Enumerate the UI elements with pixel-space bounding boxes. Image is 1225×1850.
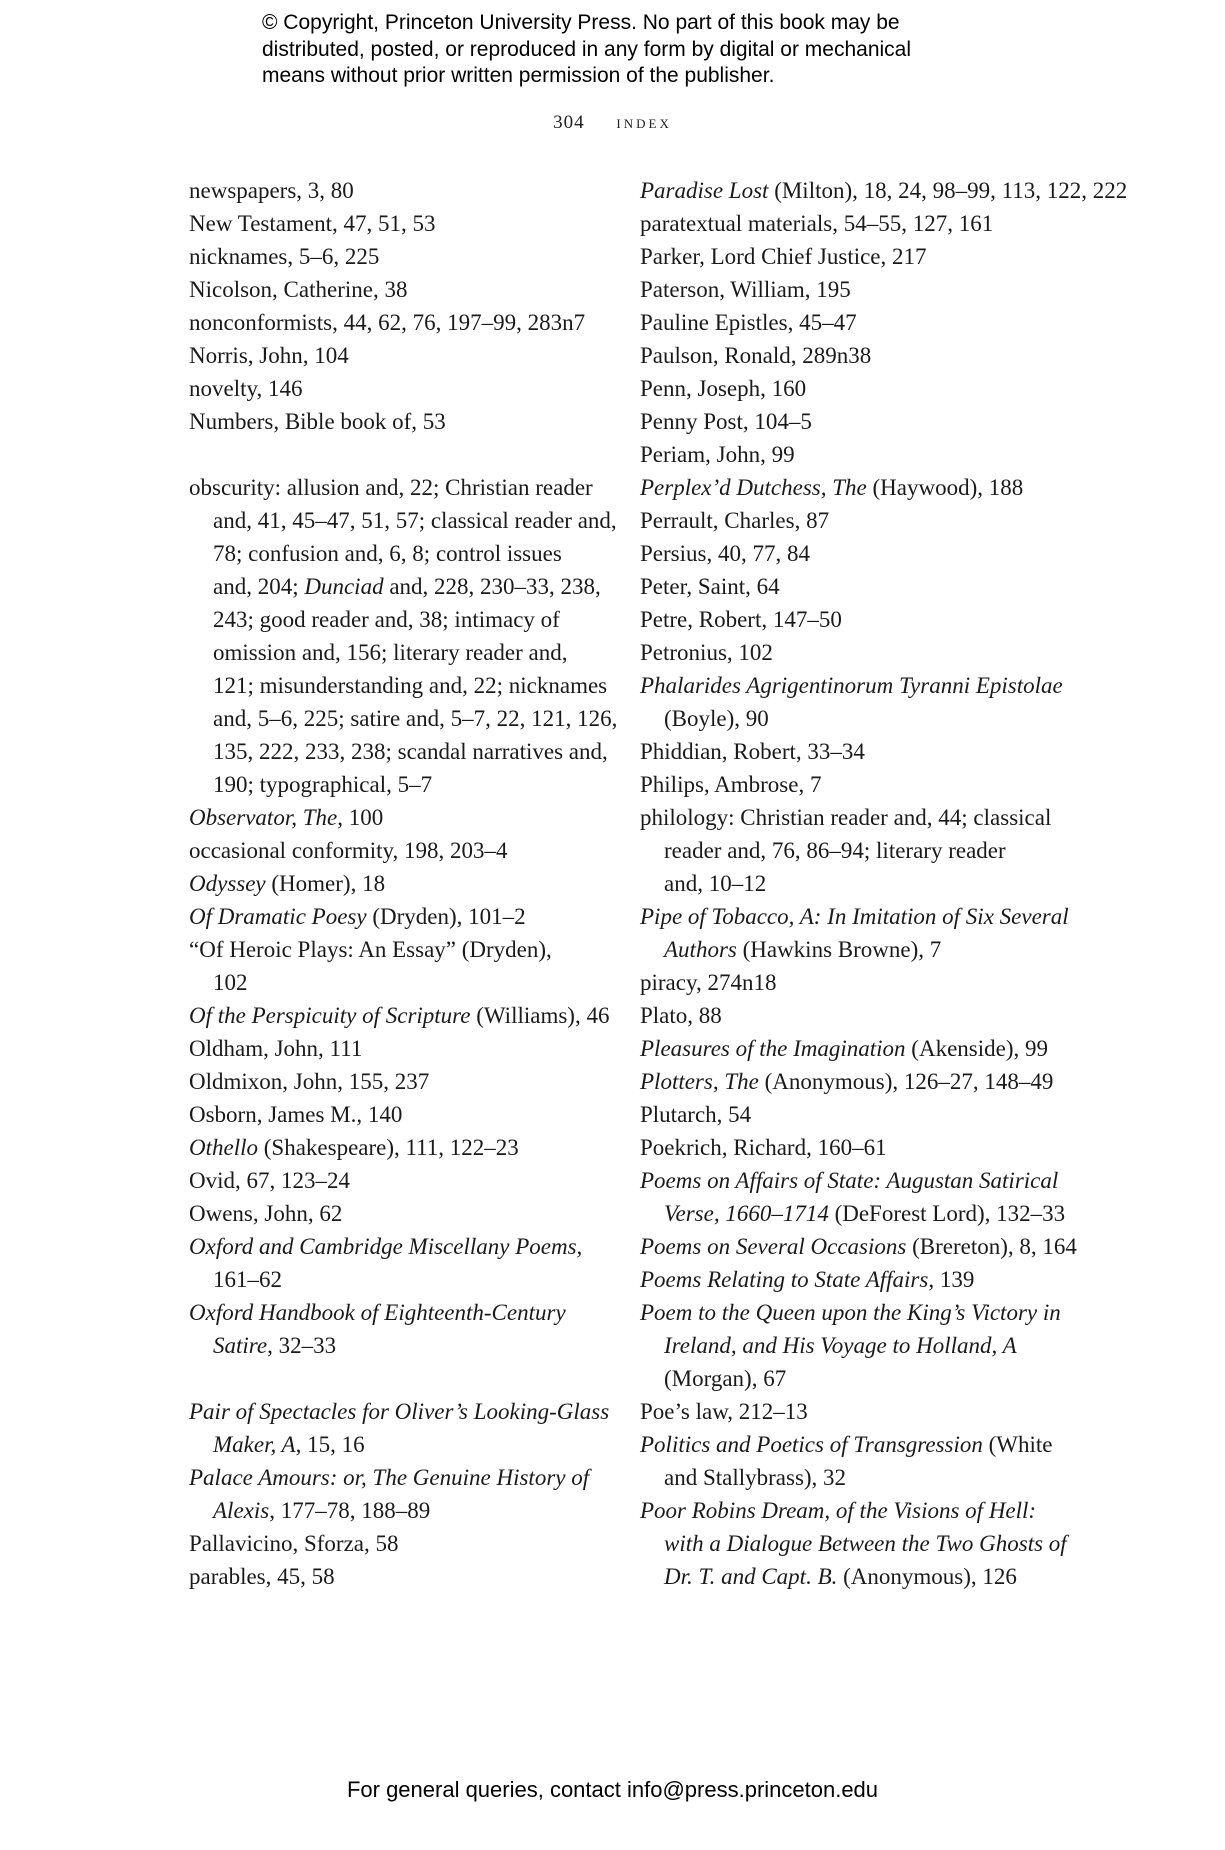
index-entry-continuation: 102 <box>213 970 248 995</box>
index-entry-line: Owens, John, 62 <box>189 1201 343 1226</box>
index-entry-line: Poe’s law, 212–13 <box>640 1399 808 1424</box>
index-entry-continuation: 135, 222, 233, 238; scandal narratives and, <box>213 739 608 764</box>
index-entry-continuation: 121; misunderstanding and, 22; nicknames <box>213 673 608 698</box>
index-entry <box>640 273 1060 306</box>
index-entry-line: Poems on Several Occasions (Brereton), 8, 164 <box>640 1234 1077 1259</box>
italic-title: Authors <box>664 937 737 962</box>
index-entry-continuation: Verse, 1660–1714 (DeForest Lord), 132–33 <box>664 1201 1066 1226</box>
index-entry-line <box>640 1296 1060 1329</box>
index-entry-line: Plutarch, 54 <box>640 1102 752 1127</box>
index-entry-continuation: and, 204; Dunciad and, 228, 230–33, 238, <box>213 574 601 599</box>
footer-contact: For general queries, contact info@press.princeton.edu <box>346 1777 879 1802</box>
italic-title: Oxford and Cambridge Miscellany Poems, <box>189 1234 583 1259</box>
italic-title: Satire <box>213 1333 268 1358</box>
index-entry-line: Petronius, 102 <box>640 640 773 665</box>
italic-title: Alexis <box>213 1498 270 1523</box>
index-entry-line: Politics and Poetics of Transgression (White <box>640 1432 1053 1457</box>
index-entry <box>189 1197 609 1230</box>
index-entry <box>640 240 1060 273</box>
index-entry-line: Plato, 88 <box>640 1003 722 1028</box>
index-entry-line: newspapers, 3, 80 <box>189 178 354 203</box>
index-entry-line: nicknames, 5–6, 225 <box>189 244 380 269</box>
index-entry <box>189 240 609 273</box>
letter-group-gap <box>189 438 609 471</box>
index-entry-line: occasional conformity, 198, 203–4 <box>189 838 508 863</box>
index-entry <box>640 405 1060 438</box>
italic-title: Poems Relating to State Affairs <box>640 1267 929 1292</box>
running-head-title: index <box>616 112 672 133</box>
index-entry <box>189 339 609 372</box>
index-entry-continuation: Authors (Hawkins Browne), 7 <box>664 937 942 962</box>
index-entry <box>640 570 1060 603</box>
index-entry <box>640 438 1060 471</box>
index-entry-line <box>640 669 1063 702</box>
index-entry <box>189 207 609 240</box>
index-entry <box>640 669 1063 735</box>
index-entry-continuation: omission and, 156; literary reader and, <box>213 640 568 665</box>
index-entry <box>189 306 609 339</box>
index-entry-line: obscurity: allusion and, 22; Christian reader <box>189 475 593 500</box>
index-entry <box>189 1230 609 1296</box>
index-entry-line: novelty, 146 <box>189 376 303 401</box>
index-entry-continuation: Dr. T. and Capt. B. (Anonymous), 126 <box>664 1564 1017 1589</box>
index-entry-line: Osborn, James M., 140 <box>189 1102 403 1127</box>
copyright-line: distributed, posted, or reproduced in any form by digital or mechanical <box>262 37 912 61</box>
index-entry-line <box>189 1296 609 1329</box>
italic-title: Ireland, and His Voyage to Holland, A <box>664 1333 1017 1358</box>
index-entry-continuation: 161–62 <box>213 1267 282 1292</box>
italic-title: Pleasures of the Imagination <box>640 1036 906 1061</box>
index-entry-line: Pleasures of the Imagination (Akenside), 99 <box>640 1036 1048 1061</box>
index-entry-line: Paradise Lost (Milton), 18, 24, 98–99, 113, 122, 222 <box>640 178 1128 203</box>
index-column-right <box>640 174 1128 1593</box>
index-entry <box>189 900 609 933</box>
index-entry-line: Persius, 40, 77, 84 <box>640 541 810 566</box>
index-entry <box>189 372 609 405</box>
index-entry <box>640 504 1060 537</box>
index-entry-line: Poems Relating to State Affairs, 139 <box>640 1267 975 1292</box>
index-entry <box>640 900 1069 966</box>
index-entry <box>189 174 609 207</box>
index-entry <box>640 174 1128 207</box>
index-entry <box>640 207 1060 240</box>
index-entry <box>640 1230 1077 1263</box>
index-entry-continuation: and, 41, 45–47, 51, 57; classical reader and, <box>213 508 617 533</box>
index-entry <box>640 1395 1060 1428</box>
index-entry-line: Poekrich, Richard, 160–61 <box>640 1135 887 1160</box>
index-entry-line: Perplex’d Dutchess, The (Haywood), 188 <box>640 475 1024 500</box>
italic-title: Poor Robins Dream, of the Visions of Hell: <box>640 1498 1037 1523</box>
index-entry <box>189 1032 609 1065</box>
index-entry <box>189 1461 609 1527</box>
index-entry <box>640 1164 1066 1230</box>
italic-title: Poems on Affairs of State: Augustan Satirical <box>640 1168 1059 1193</box>
copyright-line: means without prior written permission of the publisher. <box>262 64 775 87</box>
index-entry-line: Of the Perspicuity of Scripture (Williams), 46 <box>189 1003 610 1028</box>
italic-title: Palace Amours: or, The Genuine History of <box>189 1465 590 1490</box>
index-entry <box>640 1296 1060 1395</box>
italic-title: Of the Perspicuity of Scripture <box>189 1003 471 1028</box>
italic-title: Maker, A <box>213 1432 296 1457</box>
italic-title: Paradise Lost <box>640 178 769 203</box>
index-entry-line: Oldmixon, John, 155, 237 <box>189 1069 430 1094</box>
italic-title: Dr. T. and Capt. B. <box>664 1564 838 1589</box>
index-entry <box>189 273 609 306</box>
index-entry-line: “Of Heroic Plays: An Essay” (Dryden), <box>189 937 552 962</box>
index-entry <box>640 1065 1060 1098</box>
copyright-line: © Copyright, Princeton University Press. No part of this book may be <box>262 11 900 34</box>
index-entry-continuation: reader and, 76, 86–94; literary reader <box>664 838 1006 863</box>
italic-title: Politics and Poetics of Transgression <box>640 1432 983 1457</box>
index-column-left <box>189 174 618 1593</box>
index-entry <box>189 1560 609 1593</box>
copyright-notice <box>262 10 1022 90</box>
index-entry-line: Paulson, Ronald, 289n38 <box>640 343 872 368</box>
index-entry-line: Perrault, Charles, 87 <box>640 508 830 533</box>
index-entry <box>189 933 609 999</box>
italic-title: Phalarides Agrigentinorum Tyranni Epistolae <box>640 673 1063 698</box>
index-entry-line: Penny Post, 104–5 <box>640 409 812 434</box>
italic-title: Of Dramatic Poesy <box>189 904 367 929</box>
index-entry-line: Parker, Lord Chief Justice, 217 <box>640 244 927 269</box>
index-entry <box>640 966 1060 999</box>
index-entry-line: Of Dramatic Poesy (Dryden), 101–2 <box>189 904 526 929</box>
index-entry-line: Observator, The, 100 <box>189 805 384 830</box>
index-entry-line: Numbers, Bible book of, 53 <box>189 409 446 434</box>
index-entry-line: Penn, Joseph, 160 <box>640 376 807 401</box>
index-entry-line: Plotters, The (Anonymous), 126–27, 148–49 <box>640 1069 1054 1094</box>
italic-title: Plotters, The <box>640 1069 759 1094</box>
italic-title: Pipe of Tobacco, A: In Imitation of Six Several <box>640 904 1069 929</box>
index-entry <box>189 1527 609 1560</box>
index-entry-continuation: (Boyle), 90 <box>664 706 769 731</box>
index-entry-continuation <box>640 1329 1060 1362</box>
index-entry-line: Petre, Robert, 147–50 <box>640 607 842 632</box>
index-entry-continuation: 243; good reader and, 38; intimacy of <box>213 607 560 632</box>
index-entry-line: nonconformists, 44, 62, 76, 197–99, 283n7 <box>189 310 586 335</box>
italic-title: Poems on Several Occasions <box>640 1234 907 1259</box>
index-entry <box>189 1131 609 1164</box>
index-entry <box>640 306 1060 339</box>
index-entry-line: Philips, Ambrose, 7 <box>640 772 822 797</box>
italic-title: Oxford Handbook of Eighteenth-Century <box>189 1300 566 1325</box>
index-entry <box>640 471 1060 504</box>
index-entry-continuation: 78; confusion and, 6, 8; control issues <box>213 541 562 566</box>
italic-title: Pair of Spectacles for Oliver’s Looking-Glass <box>189 1399 610 1424</box>
index-entry <box>640 339 1060 372</box>
index-entry <box>189 1296 609 1362</box>
index-entry-line <box>189 1395 609 1428</box>
index-entry <box>189 471 618 801</box>
index-entry-continuation: and, 5–6, 225; satire and, 5–7, 22, 121, 126, <box>213 706 618 731</box>
italic-title: Dunciad <box>304 574 384 599</box>
index-entry-continuation: and Stallybrass), 32 <box>664 1465 847 1490</box>
index-entry-line: Oldham, John, 111 <box>189 1036 363 1061</box>
index-entry-continuation <box>640 1527 1067 1560</box>
index-entry <box>640 372 1060 405</box>
italic-title: Perplex’d Dutchess, The <box>640 475 867 500</box>
index-entry-line: Norris, John, 104 <box>189 343 349 368</box>
running-head <box>0 112 1225 134</box>
index-entry <box>640 636 1060 669</box>
letter-group-gap <box>189 1362 609 1395</box>
index-entry-line: parables, 45, 58 <box>189 1564 335 1589</box>
italic-title: with a Dialogue Between the Two Ghosts of <box>664 1531 1067 1556</box>
index-entry <box>640 1098 1060 1131</box>
index-entry-continuation: Maker, A, 15, 16 <box>213 1432 365 1457</box>
index-entry-line: Odyssey (Homer), 18 <box>189 871 386 896</box>
index-entry-line <box>189 1461 609 1494</box>
index-entry-continuation: Satire, 32–33 <box>213 1333 337 1358</box>
index-entry-line <box>189 1230 609 1263</box>
index-entry-line <box>640 1494 1060 1527</box>
index-entry <box>189 801 609 834</box>
index-entry-line: piracy, 274n18 <box>640 970 777 995</box>
index-entry <box>189 999 609 1032</box>
index-entry <box>189 1065 609 1098</box>
index-entry-line <box>640 1164 1060 1197</box>
index-entry-line: Nicolson, Catherine, 38 <box>189 277 408 302</box>
index-entry <box>640 603 1060 636</box>
index-entry-line: Pauline Epistles, 45–47 <box>640 310 857 335</box>
index-entry <box>640 999 1060 1032</box>
index-entry <box>640 1428 1060 1494</box>
index-entry-line: Pallavicino, Sforza, 58 <box>189 1531 399 1556</box>
index-entry-continuation: (Morgan), 67 <box>664 1366 787 1391</box>
page-number: 304 <box>553 112 585 133</box>
index-entry <box>640 1131 1060 1164</box>
index-entry-line: philology: Christian reader and, 44; classical <box>640 805 1052 830</box>
italic-title: Odyssey <box>189 871 266 896</box>
index-entry-line: paratextual materials, 54–55, 127, 161 <box>640 211 994 236</box>
italic-title: Poem to the Queen upon the King’s Victory in <box>640 1300 1061 1325</box>
index-entry-continuation: 190; typographical, 5–7 <box>213 772 433 797</box>
index-entry <box>189 834 609 867</box>
index-entry-line: New Testament, 47, 51, 53 <box>189 211 436 236</box>
index-entry <box>189 867 609 900</box>
index-entry-line: Phiddian, Robert, 33–34 <box>640 739 865 764</box>
index-entry <box>640 735 1060 768</box>
index-entry-continuation: and, 10–12 <box>664 871 767 896</box>
index-entry <box>640 1032 1060 1065</box>
index-entry <box>640 801 1060 900</box>
italic-title: Observator, The <box>189 805 338 830</box>
index-entry <box>640 537 1060 570</box>
index-entry-line: Ovid, 67, 123–24 <box>189 1168 350 1193</box>
index-entry-line: Periam, John, 99 <box>640 442 795 467</box>
index-entry <box>189 1164 609 1197</box>
index-entry-line: Peter, Saint, 64 <box>640 574 780 599</box>
index-entry-line <box>640 900 1069 933</box>
index-entry <box>189 1098 609 1131</box>
index-entry <box>189 1395 609 1461</box>
index-entry <box>640 1263 1060 1296</box>
index-entry <box>640 768 1060 801</box>
index-entry <box>640 1494 1067 1593</box>
index-entry-line: Paterson, William, 195 <box>640 277 851 302</box>
italic-title: Othello <box>189 1135 258 1160</box>
italic-title: Verse, 1660–1714 <box>664 1201 829 1226</box>
index-entry-continuation: Alexis, 177–78, 188–89 <box>213 1498 431 1523</box>
index-entry <box>189 405 609 438</box>
index-entry-line: Othello (Shakespeare), 111, 122–23 <box>189 1135 519 1160</box>
